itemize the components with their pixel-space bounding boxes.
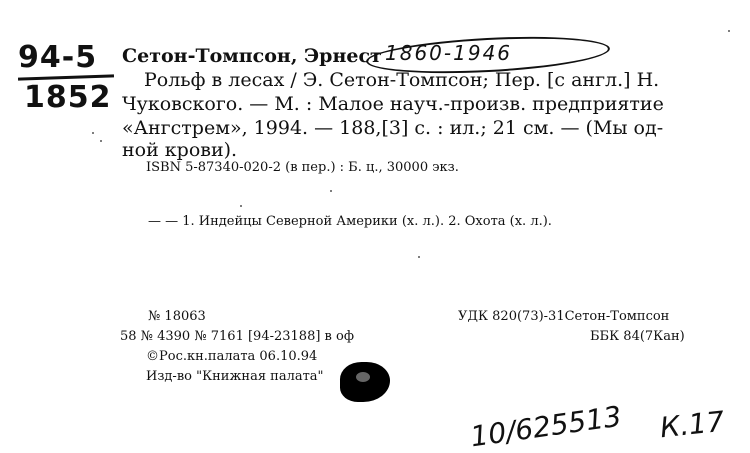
speck xyxy=(92,132,94,134)
call-number-top: 94-5 xyxy=(18,40,98,75)
handwritten-inventory-number: 10/625513 xyxy=(468,399,624,453)
speck xyxy=(240,205,242,207)
ink-blot xyxy=(340,362,390,402)
book-chamber-stamp: ©Рос.кн.палата 06.10.94 xyxy=(146,349,318,364)
udk-code: УДК 820(73)-31Сетон-Томпсон xyxy=(458,309,670,324)
card-number: № 18063 xyxy=(148,309,206,324)
speck xyxy=(330,190,332,192)
collation-line: «Ангстрем», 1994. — 188,[3] с. : ил.; 21 см. — (Мы од- xyxy=(122,117,664,139)
handwritten-mark: К.17 xyxy=(658,404,726,445)
speck xyxy=(418,256,420,258)
bbk-code: ББК 84(7Кан) xyxy=(590,329,685,344)
subject-headings: — — 1. Индейцы Северной Америки (х. л.). 2. Охота (х. л.). xyxy=(148,214,552,229)
publisher-line: Изд-во "Книжная палата" xyxy=(146,369,324,384)
title-line: Рольф в лесах / Э. Сетон-Томпсон; Пер. [с англ.] Н. xyxy=(144,69,660,91)
speck xyxy=(728,30,730,32)
series-line: ной крови). xyxy=(122,139,238,161)
call-number-bottom: 1852 xyxy=(24,80,112,115)
imprint-line: Чуковского. — М. : Малое науч.-произв. предприятие xyxy=(122,93,664,115)
isbn-line: ISBN 5-87340-020-2 (в пер.) : Б. ц., 30000 экз. xyxy=(146,160,459,175)
speck xyxy=(100,140,102,142)
author-heading: Сетон-Томпсон, Эрнест xyxy=(122,45,382,67)
author-years: 1860-1946 xyxy=(385,41,513,65)
order-line: 58 № 4390 № 7161 [94-23188] в оф xyxy=(120,329,354,344)
